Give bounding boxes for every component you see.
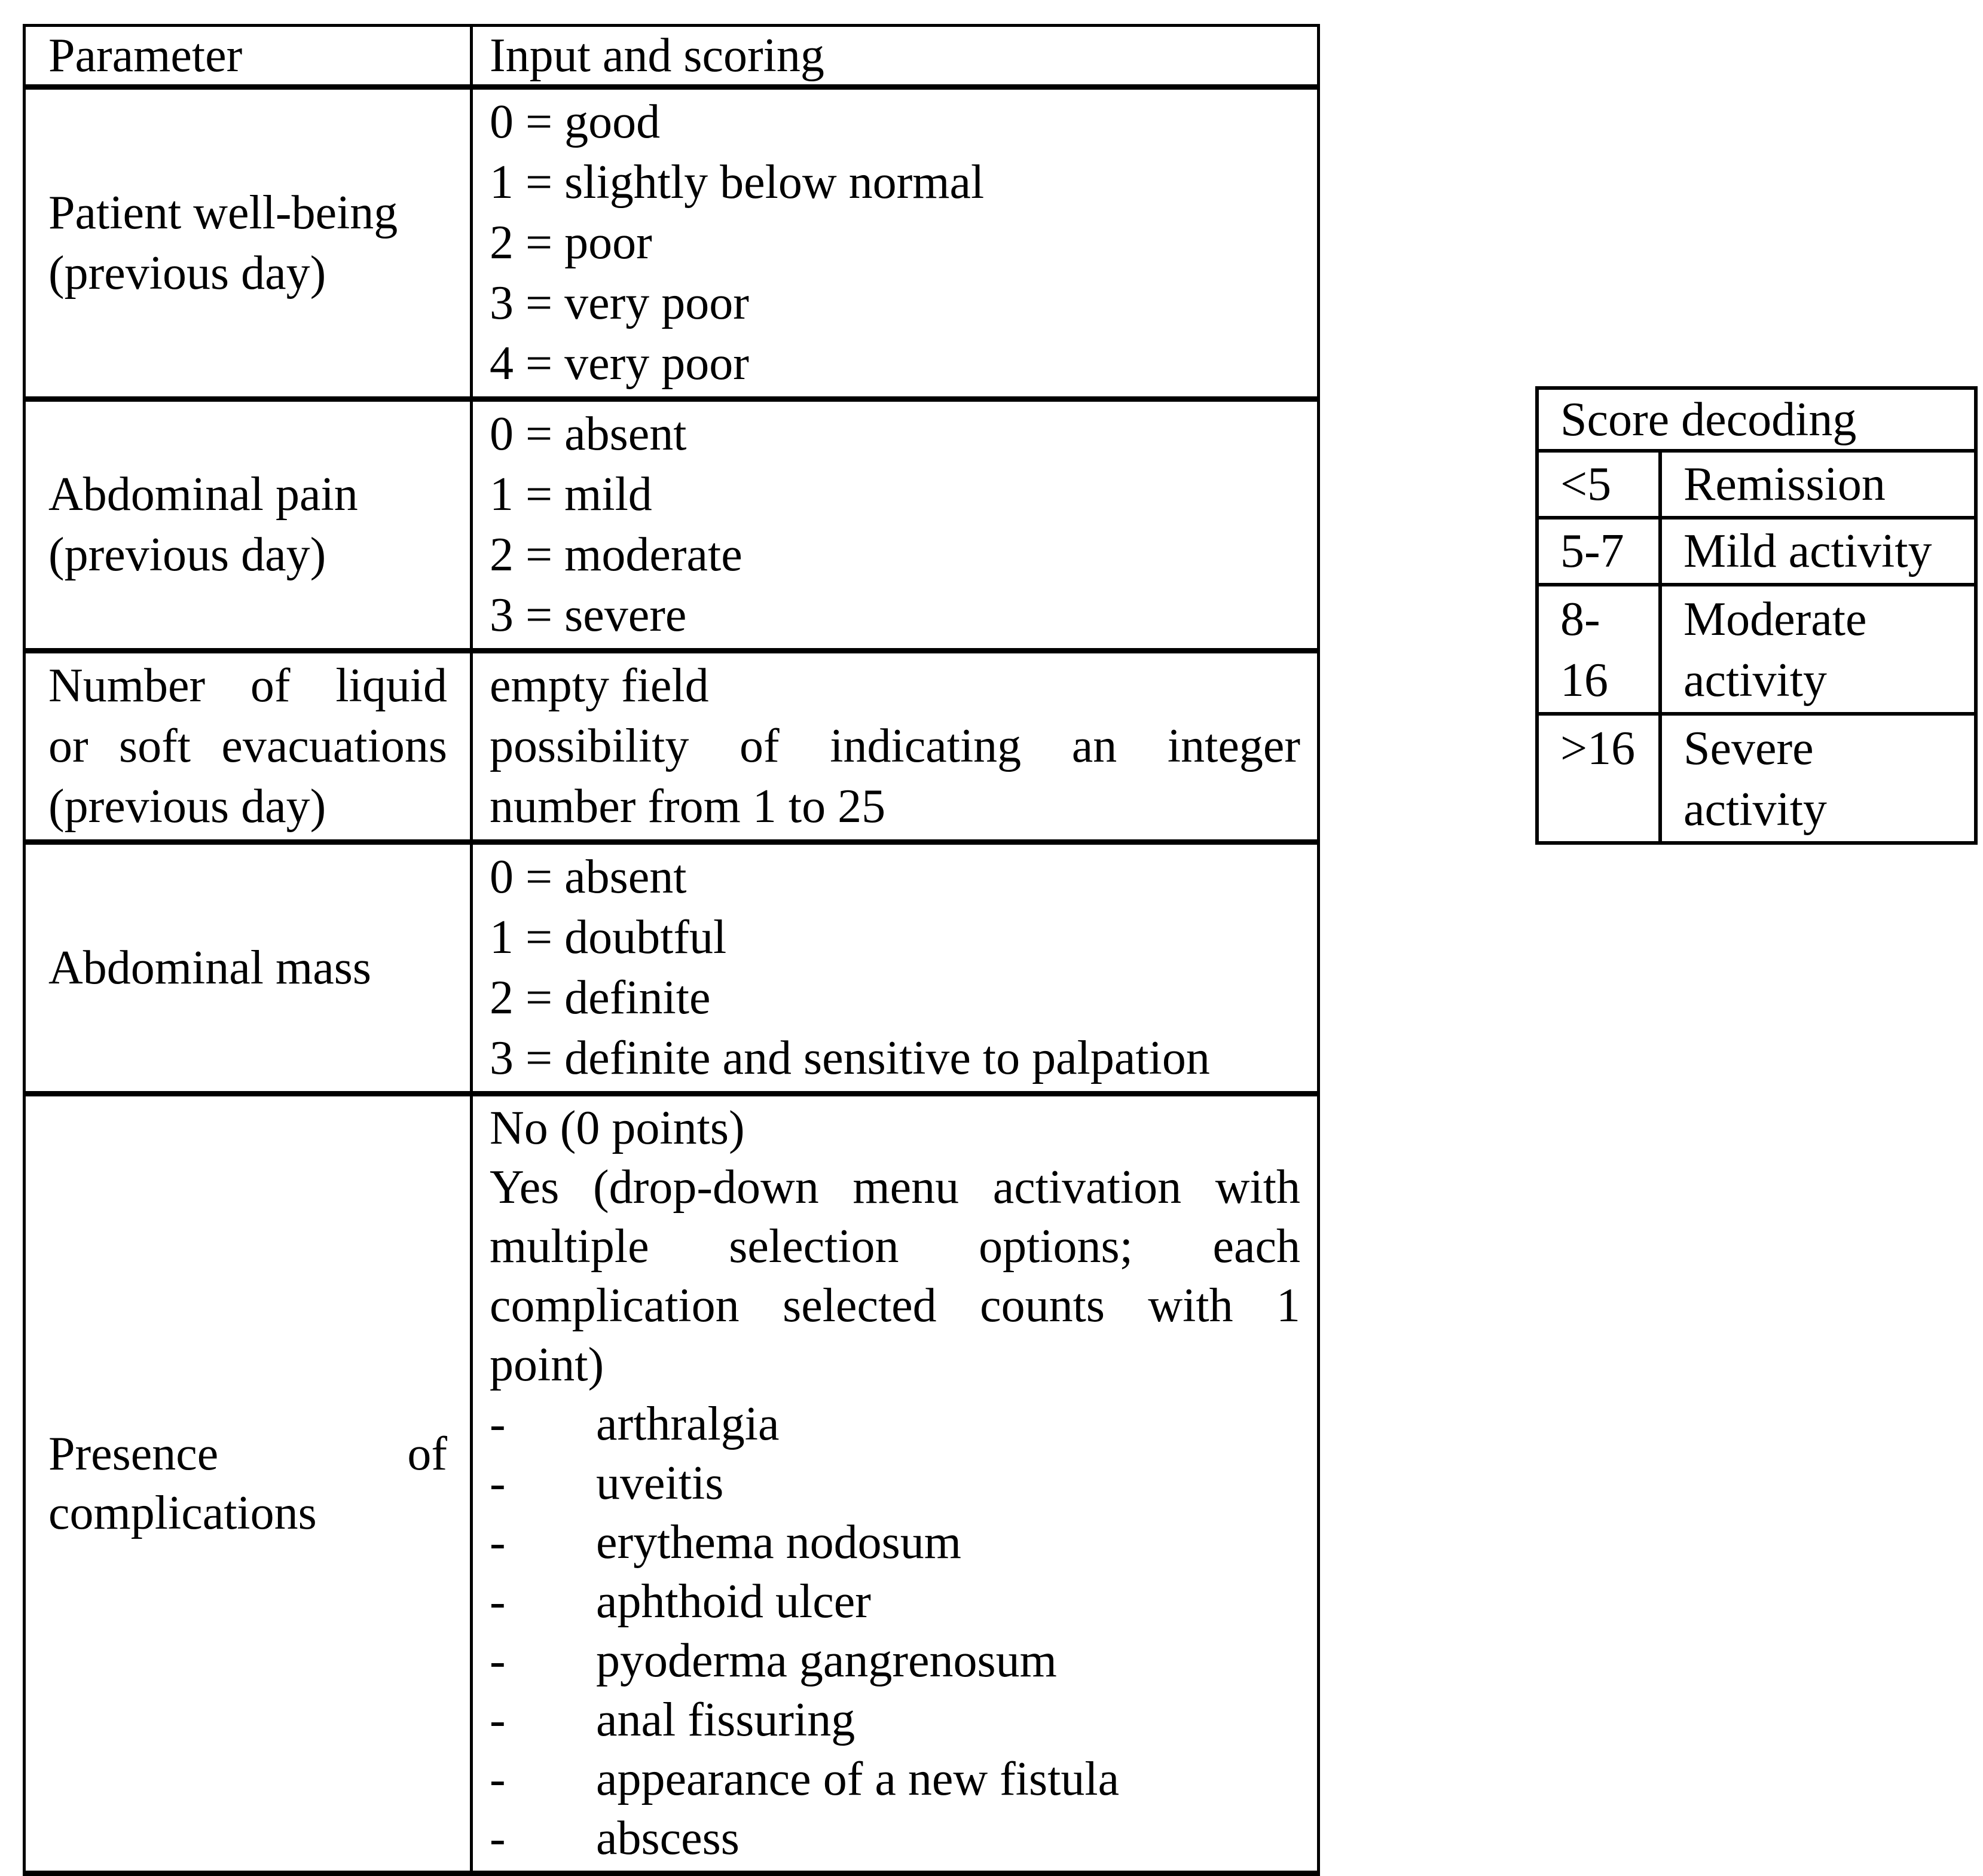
- score-table-body: [1537, 388, 1976, 843]
- scoring-line: 2 = moderate: [490, 528, 743, 581]
- score-label-line: activity: [1683, 654, 1827, 707]
- header-row: [25, 26, 1319, 87]
- parameter-cell: [25, 651, 472, 842]
- scoring-line: 0 = good: [490, 96, 661, 148]
- scoring-line: 2 = definite: [490, 971, 711, 1024]
- bullet-item: [490, 1631, 1300, 1691]
- parameter-line: Abdominal pain: [48, 468, 358, 521]
- score-range-line: 16: [1560, 654, 1608, 707]
- bullet-item: [490, 1395, 1300, 1454]
- score-row: [1537, 585, 1976, 714]
- score-range-cell: [1537, 585, 1660, 714]
- scoring-line: 3 = severe: [490, 589, 687, 641]
- scoring-line: 4 = very poor: [490, 337, 749, 390]
- main-table-body: [25, 26, 1319, 1874]
- score-label-cell: [1660, 714, 1976, 843]
- scoring-line: multiple selection options; each: [490, 1220, 1300, 1273]
- score-range-line: <5: [1560, 458, 1612, 511]
- parameters-table: [23, 24, 1320, 1876]
- scoring-line: 0 = absent: [490, 408, 687, 460]
- score-range-line: >16: [1560, 722, 1636, 775]
- score-decoding-title: Score decoding: [1537, 388, 1976, 451]
- score-range-line: 8-: [1560, 593, 1600, 646]
- parameter-line: Patient well-being: [48, 186, 398, 239]
- parameter-line: Abdominal mass: [48, 941, 371, 994]
- column-header-input-scoring: Input and scoring: [472, 26, 1319, 87]
- bullet-text: uveitis: [596, 1457, 724, 1510]
- column-header-parameter: Parameter: [25, 26, 472, 87]
- scoring-line: number from 1 to 25: [490, 780, 886, 833]
- scoring-line: 3 = definite and sensitive to palpation: [490, 1032, 1210, 1084]
- scoring-line: 1 = slightly below normal: [490, 156, 985, 209]
- bullet-item: [490, 1750, 1300, 1809]
- score-row: [1537, 518, 1976, 585]
- bullet-text: pyoderma gangrenosum: [596, 1634, 1057, 1687]
- bullet-text: appearance of a new fistula: [596, 1753, 1120, 1805]
- parameter-line: (previous day): [48, 780, 326, 833]
- dash-marker: -: [490, 1634, 506, 1687]
- scoring-line: 0 = absent: [490, 851, 687, 903]
- bullet-item: [490, 1454, 1300, 1513]
- table-row: [25, 87, 1319, 399]
- score-label-cell: [1660, 585, 1976, 714]
- score-label-line: activity: [1683, 783, 1827, 836]
- score-header-row: [1537, 388, 1976, 451]
- bullet-text: abscess: [596, 1812, 740, 1865]
- scoring-cell: [472, 1094, 1319, 1874]
- table-row: [25, 651, 1319, 842]
- dash-marker: -: [490, 1516, 506, 1569]
- bullet-item: [490, 1572, 1300, 1631]
- score-range-cell: [1537, 714, 1660, 843]
- table-row: [25, 1094, 1319, 1874]
- parameter-line: or soft evacuations: [48, 720, 447, 772]
- bullet-text: aphthoid ulcer: [596, 1575, 871, 1628]
- score-range-cell: [1537, 451, 1660, 518]
- scoring-line: Yes (drop-down menu activation with: [490, 1161, 1300, 1214]
- bullet-text: erythema nodosum: [596, 1516, 961, 1569]
- parameter-line: (previous day): [48, 528, 326, 581]
- score-range-line: 5-7: [1560, 525, 1624, 578]
- score-row: [1537, 714, 1976, 843]
- score-label-cell: [1660, 518, 1976, 585]
- parameter-cell: [25, 87, 472, 399]
- scoring-line: empty field: [490, 659, 709, 712]
- score-label-line: Mild activity: [1683, 525, 1932, 578]
- table-row: [25, 842, 1319, 1094]
- bullet-item: [490, 1809, 1300, 1868]
- dash-marker: -: [490, 1398, 506, 1450]
- parameter-line: Presence of: [48, 1427, 447, 1480]
- dash-marker: -: [490, 1812, 506, 1865]
- scoring-line: possibility of indicating an integer: [490, 720, 1300, 772]
- parameter-line: Number of liquid: [48, 659, 447, 712]
- score-label-cell: [1660, 451, 1976, 518]
- scoring-line: 1 = doubtful: [490, 911, 727, 964]
- score-label-line: Severe: [1683, 722, 1814, 775]
- score-label-line: Remission: [1683, 458, 1886, 511]
- score-decoding-table: [1535, 386, 1978, 845]
- scoring-line: 3 = very poor: [490, 277, 749, 329]
- scoring-cell: [472, 842, 1319, 1094]
- scoring-cell: [472, 399, 1319, 651]
- scoring-cell: [472, 651, 1319, 842]
- score-range-cell: [1537, 518, 1660, 585]
- score-row: [1537, 451, 1976, 518]
- scoring-line: 1 = mild: [490, 468, 652, 521]
- scoring-line: 2 = poor: [490, 216, 652, 269]
- parameter-line: complications: [48, 1486, 317, 1539]
- parameter-line: (previous day): [48, 246, 326, 300]
- dash-marker: -: [490, 1457, 506, 1510]
- scoring-line: No (0 points): [490, 1102, 745, 1154]
- scoring-cell: [472, 87, 1319, 399]
- dash-marker: -: [490, 1753, 506, 1805]
- scoring-line: point): [490, 1339, 604, 1391]
- parameter-cell: [25, 399, 472, 651]
- score-label-line: Moderate: [1683, 593, 1867, 646]
- bullet-text: arthralgia: [596, 1398, 780, 1450]
- dash-marker: -: [490, 1575, 506, 1628]
- bullet-text: anal fissuring: [596, 1694, 855, 1746]
- parameter-cell: [25, 1094, 472, 1874]
- bullet-item: [490, 1513, 1300, 1572]
- table-row: [25, 399, 1319, 651]
- dash-marker: -: [490, 1694, 506, 1746]
- scoring-line: complication selected counts with 1: [490, 1279, 1300, 1332]
- bullet-item: [490, 1691, 1300, 1750]
- parameter-cell: [25, 842, 472, 1094]
